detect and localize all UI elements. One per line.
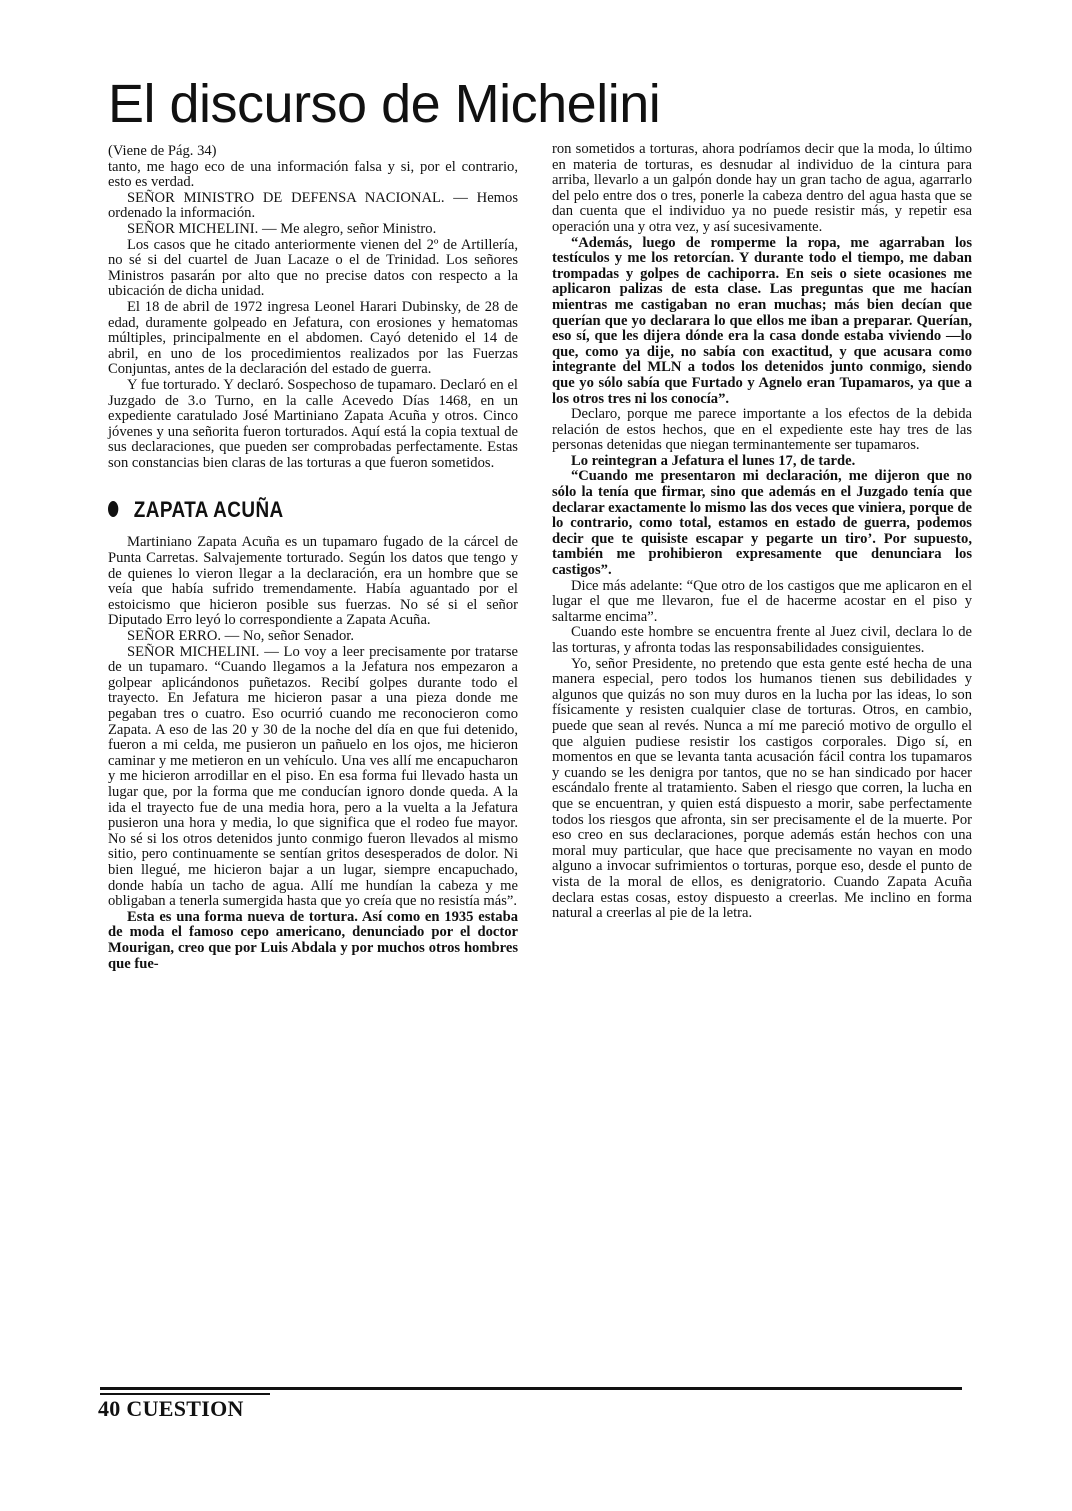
paragraph: Yo, señor Presidente, no pretendo que esta gente esté hecha de una manera especial, pero todos los humanos tienen sus debilidades y algunos que quizás no son muy duros en la lucha por las ideas, lo son físicamente y resisten cualquier clase de torturas. Otros, en cambio, puede que sean al revés. Nunca a mí me pareció motivo de orgullo el que alguien pudiese resistir los castigos corporales. Digo sí, en momentos en que se levanta tanta acusación fácil contra los tupamaros y cuando se les denigra por tantos, que no se han sindicado por hacer escándalo frente al tratamiento. Saben el riesgo que corren, la lucha en que se encuentran, y quien está dispuesto a morir, sabe perfectamente todos los riesgos que afronta, sin ser precisamente el de la muerte. Por eso creo en sus declaraciones, porque además están hechos con una moral muy particular, que hace que precisamente no vayan en modo alguno a invocar sufrimientos o torturas, porque eso, desde el punto de vista de la moral de ellos, es denigratorio. Cuando Zapata Acuña declara estas cosas, estoy dispuesto a creerlas. Me inclino en forma natural a creerlas al pie de la letra.	[552, 655, 972, 922]
subhead-text: ZAPATA ACUÑA	[133, 496, 284, 522]
footer-rule	[100, 1387, 962, 1390]
paragraph: ron sometidos a torturas, ahora podríamos decir que la moda, lo último en materia de torturas, es desnudar al individuo de la cintura para arriba, llevarlo a un galpón donde hay un gran tacho de agua, agarrarlo del pelo entre dos o tres, ponerle la cabeza dentro del agua hasta que se dan cuenta que el individuo ya no puede resistir más, y repetir esa operación una y otra vez, y así sucesivamente.	[552, 141, 972, 235]
publication-name: CUESTION	[126, 1396, 244, 1421]
paragraph: Lo reintegran a Jefatura el lunes 17, de tarde.	[570, 452, 856, 469]
page-footer	[98, 1396, 244, 1422]
paragraph: Los casos que he citado anteriormente vienen del 2º de Artillería, no sé si del cuartel de Juan Lacaze o el de Trinidad. Los señores Ministros pasarán por alto que no precise datos con respecto a la ubicación de dicha unidad.	[108, 236, 518, 300]
paragraph: Y fue torturado. Y declaró. Sospechoso de tupamaro. Declaró en el Juzgado de 3.o Turno, en la calle Acevedo Días 1468, en un expediente caratulado José Martiniano Zapata Acuña y otros. Cinco jóvenes y una señorita fueron torturados. Aquí está la copia textual de sus declaraciones, que pueden ser comprobadas perfectamente. Estas son constancias bien claras de las torturas a que fueron sometidos.	[108, 376, 518, 471]
paragraph: Declaro, porque me parece importante a los efectos de la debida relación de estos hechos, que en el expediente este hay tres de las personas detenidas que niegan terminantemente ser tupamaros.	[552, 406, 972, 454]
paragraph: Cuando este hombre se encuentra frente al Juez civil, declara lo de las torturas, y afronta todas las responsabilidades consiguientes.	[552, 624, 972, 656]
paragraph: El 18 de abril de 1972 ingresa Leonel Harari Dubinsky, de 28 de edad, duramente golpeado en Jefatura, con erosiones y hematomas múltiples, principalmente en el abdomen. Cayó detenido el 14 de abril, en uno de los procedimientos realizados por las Fuerzas Conjuntas, antes de la declaración del estado de guerra.	[108, 298, 518, 378]
paragraph: “Además, luego de romperme la ropa, me agarraban los testículos y me los retorcían. Y durante todo el tiempo, me daban trompadas y golpes de cachiporra. En seis o siete ocasiones me aplicaron palizas de esta clase. Las preguntas que me hacían mientras me castigaban no eran muchas; más bien decían que querían que yo declarara lo que ellos me iban a preparar. Querían, eso sí, que les dijera dónde era la casa donde estaba viviendo —lo que, como ya dije, no sabía con exactitud, y que acusara como integrante del MLN a todos los detenidos junto conmigo, siendo que yo sólo sabía que Furtado y Agnelo eran Tupamaros, ya que a los otros tres ni los conocía”.	[552, 234, 972, 407]
right-column	[552, 142, 972, 922]
paragraph: SEÑOR ERRO. — No, señor Senador.	[126, 628, 354, 645]
paragraph: SEÑOR MICHELINI. — Me alegro, señor Ministro.	[126, 220, 437, 237]
paragraph: SEÑOR MICHELINI. — Lo voy a leer precisamente por tratarse de un tupamaro. “Cuando llegamos a la Jefatura nos empezaron a golpear aplicándonos puñetazos. Recibí golpes durante todo el trayecto. En Jefatura me hicieron pasar a una pieza donde me pegaban tres o cuatro. Eso ocurrió cuando me reconocieron como Zapata. A eso de las 20 y 30 de la noche del día en que fui detenido, fueron a mi celda, me pusieron un pañuelo en los ojos, me hicieron caminar y me metieron en un vehículo. Una ves allí me encapucharon y me hicieron arrodillar en el piso. En esa forma fui llevado hasta un lugar que, por la forma que me conducían ignoro donde queda. A la ida el trayecto fue de una media hora, pero a la vuelta a la Jefatura pusieron una hora y media, lo que significa que el rodeo fue mayor. No sé si los otros detenidos junto conmigo fueron llevados al mismo sitio, pero continuamente se sentían gritos desesperados de dolor. Ni bien llegué, me hicieron bajar a un lugar, siempre encapuchado, donde había un tacho de agua. Allí me hundían la cabeza y me obligaban a tenerla sumergida hasta que yo creía que no resistía más”.	[108, 643, 518, 910]
paragraph: tanto, me hago eco de una información falsa y si, por el contrario, esto es verdad.	[108, 158, 518, 191]
page-number: 40	[98, 1396, 121, 1421]
bullet-icon	[108, 501, 118, 517]
left-column	[108, 144, 518, 972]
paragraph: Dice más adelante: “Que otro de los castigos que me aplicaron en el lugar el que me llevaron, fue el de hacerme acostar en el piso y saltarme encima”.	[552, 577, 972, 625]
paragraph: SEÑOR MINISTRO DE DEFENSA NACIONAL. — Hemos ordenado la información.	[108, 189, 518, 222]
footer-rule-accent	[100, 1393, 270, 1395]
paragraph: Martiniano Zapata Acuña es un tupamaro fugado de la cárcel de Punta Carretas. Salvajemente torturado. Según los datos que tengo y de quienes lo vieron llegar a la declaración, era un hombre que se veía que había sufrido tremendamente. Había aguantado por el estoicismo que hicieron posible sus fuerzas. No sé si el señor Diputado Erro leyó lo correspondiente a Zapata Acuña.	[108, 534, 518, 629]
section-subhead	[108, 496, 461, 522]
continued-from: (Viene de Pág. 34)	[108, 143, 217, 159]
article-title: El discurso de Michelini	[108, 74, 661, 134]
paragraph: Esta es una forma nueva de tortura. Así como en 1935 estaba de moda el famoso cepo americano, denunciado por el doctor Mourigan, creo que por Luis Abdala y por muchos otros hombres que fue-	[108, 908, 518, 972]
paragraph: “Cuando me presentaron mi declaración, me dijeron que no sólo la tenía que firmar, sino que además en el Juzgado tenía que declarar exactamente lo mismo las dos veces que viniera, porque de lo contrario, como total, estamos en estado de guerra, podemos decir que te quisiste escapar y pegarte un tiro’. Por supuesto, también me prohibieron expresamente que denunciara los castigos”.	[552, 468, 972, 579]
